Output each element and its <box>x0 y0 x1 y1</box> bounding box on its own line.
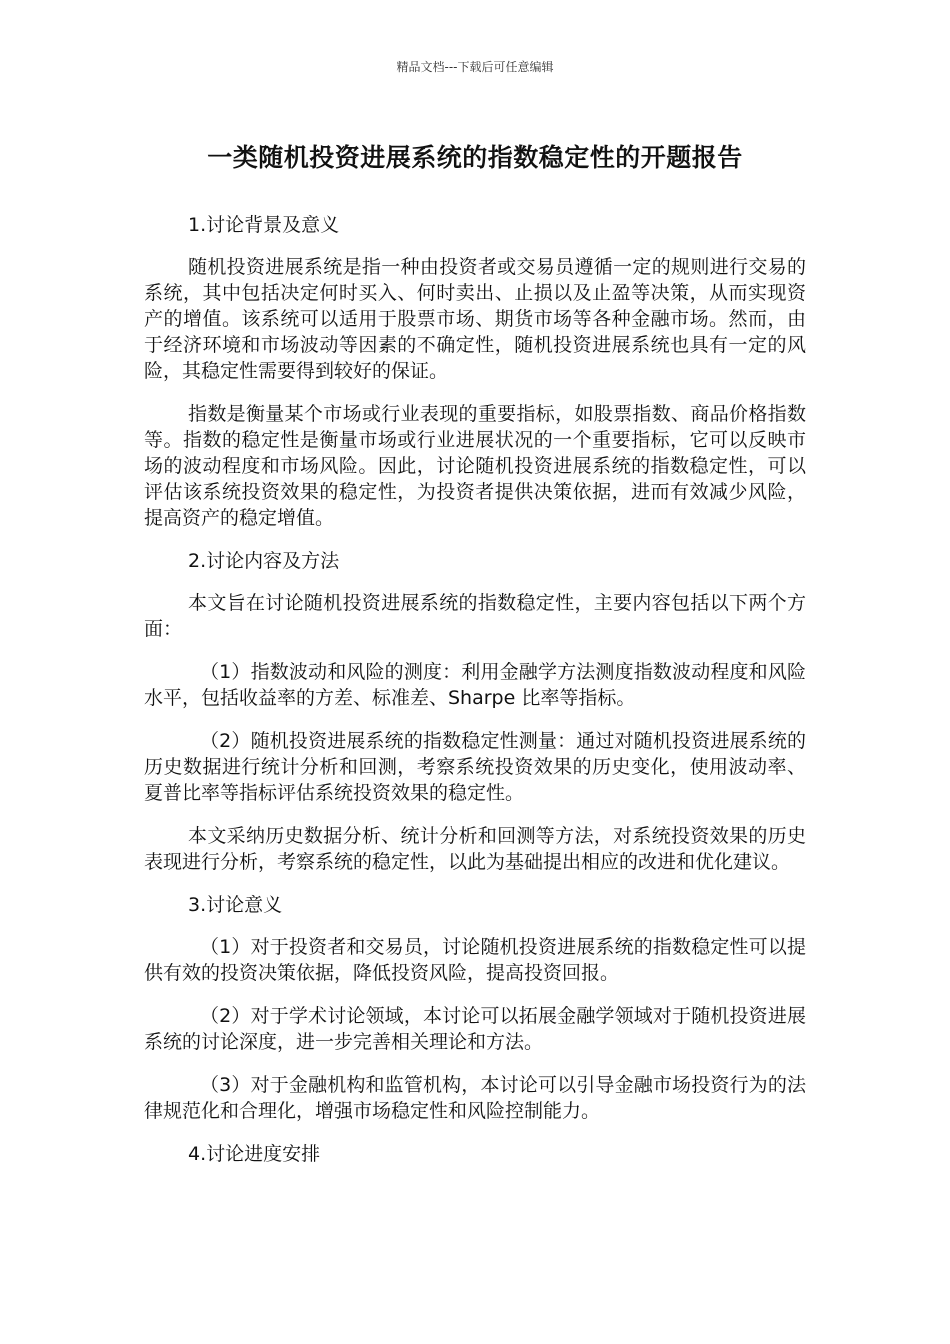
body-paragraph: 随机投资进展系统是指一种由投资者或交易员遵循一定的规则进行交易的系统，其中包括决定何时买入、何时卖出、止损以及止盈等决策，从而实现资产的增值。该系统可以适用于股票市场、期货市场等各种金融市场。然而，由于经济环境和市场波动等因素的不确定性，随机投资进展系统也具有一定的风险，其稳定性需要得到较好的保证。 <box>144 256 806 382</box>
body-paragraph: 本文采纳历史数据分析、统计分析和回测等方法，对系统投资效果的历史表现进行分析，考察系统的稳定性，以此为基础提出相应的改进和优化建议。 <box>144 825 806 873</box>
list-item-paragraph: （2）随机投资进展系统的指数稳定性测量：通过对随机投资进展系统的历史数据进行统计分析和回测，考察系统投资效果的历史变化，使用波动率、夏普比率等指标评估系统投资效果的稳定性。 <box>144 730 806 804</box>
section-heading: 4.讨论进度安排 <box>188 1143 321 1165</box>
section-heading: 2.讨论内容及方法 <box>188 550 340 572</box>
document-title: 一类随机投资进展系统的指数稳定性的开题报告 <box>207 143 743 172</box>
list-item-paragraph: （2）对于学术讨论领域，本讨论可以拓展金融学领域对于随机投资进展系统的讨论深度，进一步完善相关理论和方法。 <box>144 1005 806 1053</box>
list-item-paragraph: （1）指数波动和风险的测度：利用金融学方法测度指数波动程度和风险水平，包括收益率的方差、标准差、Sharpe 比率等指标。 <box>144 661 806 709</box>
header-note: 精品文档---下载后可任意编辑 <box>396 60 554 74</box>
list-item-paragraph: （3）对于金融机构和监管机构，本讨论可以引导金融市场投资行为的法律规范化和合理化，增强市场稳定性和风险控制能力。 <box>144 1074 806 1122</box>
body-paragraph: 本文旨在讨论随机投资进展系统的指数稳定性，主要内容包括以下两个方面： <box>144 592 806 640</box>
list-item-paragraph: （1）对于投资者和交易员，讨论随机投资进展系统的指数稳定性可以提供有效的投资决策依据，降低投资风险，提高投资回报。 <box>144 936 806 984</box>
document-body <box>144 212 806 1183</box>
section-heading: 3.讨论意义 <box>188 894 283 916</box>
body-paragraph: 指数是衡量某个市场或行业表现的重要指标，如股票指数、商品价格指数等。指数的稳定性是衡量市场或行业进展状况的一个重要指标，它可以反映市场的波动程度和市场风险。因此，讨论随机投资进展系统的指数稳定性，可以评估该系统投资效果的稳定性，为投资者提供决策依据，进而有效减少风险，提高资产的稳定增值。 <box>144 403 806 529</box>
section-heading: 1.讨论背景及意义 <box>188 214 340 236</box>
